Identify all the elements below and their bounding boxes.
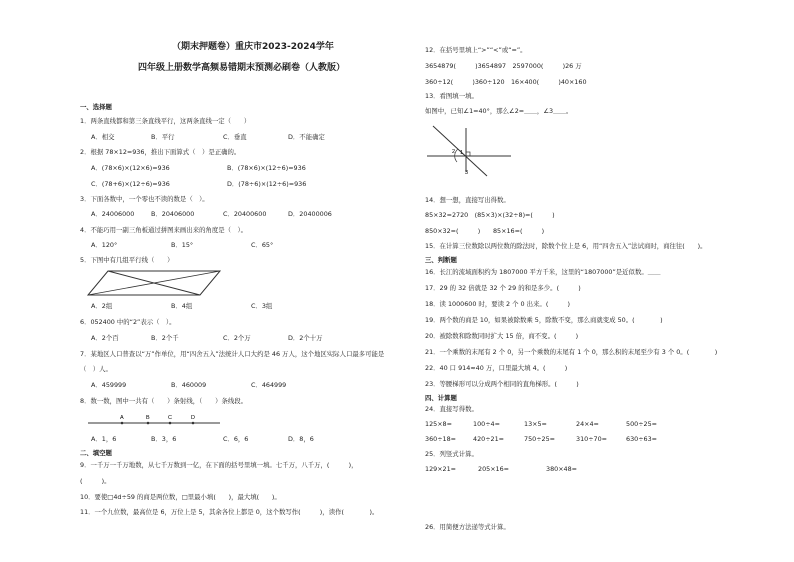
question-text: 11．一个九位数，最高位是 6，万位上是 5，其余各位上都是 0，这个数写作( )，读作( )。: [80, 508, 379, 516]
question-text: 360÷18=: [425, 435, 457, 443]
question-text: 3．下面各数中，一个零也不读的数是（ ）。: [80, 195, 209, 203]
question-text: 8．数一数，图中一共有（ ）条射线，（ ）条线段。: [80, 397, 248, 405]
question-text: A．1，6: [91, 435, 117, 443]
question-text: 85×32=2720 (85×3)×(32÷8)=( ): [425, 211, 555, 219]
question-text: C．65°: [251, 241, 274, 249]
question-text: C．6，6: [223, 435, 249, 443]
point-label-b: B: [146, 415, 150, 421]
question-text: 19．两个数的商是 10，如果被除数乘 5，除数不变，那么商就变成 50。( ): [425, 316, 663, 324]
question-text: D．20400006: [288, 210, 332, 218]
angle-label-3: 3: [465, 170, 469, 176]
question-text: B．15°: [171, 241, 194, 249]
question-text: 25．列竖式计算。: [425, 450, 478, 458]
question-text: （ ）人。: [80, 365, 112, 373]
question-text: 21．一个乘数的末尾有 2 个 0，另一个乘数的末尾有 1 个 0，那么积的末尾至少有 3 个 0。( ): [425, 348, 718, 356]
question-text: D．(78÷6)×(12÷6)=936: [227, 180, 307, 188]
question-text: 如图中，已知∠1=40°，那么∠2=＿＿，∠3＿＿。: [425, 107, 573, 115]
question-text: 310÷70=: [576, 435, 608, 443]
question-text: A．相交: [91, 133, 115, 141]
question-text: B．2个千: [151, 334, 179, 342]
question-text: D．不能确定: [288, 133, 325, 141]
question-text: A．459999: [91, 381, 127, 389]
point-label-c: C: [168, 415, 172, 421]
question-text: 100÷4=: [473, 420, 500, 428]
angle-label-1: 1: [460, 150, 464, 156]
question-text: 17．29 的 32 倍就是 32 个 29 的和是多少。( ): [425, 284, 581, 292]
point-label-d: D: [191, 415, 195, 421]
question-text: A．120°: [91, 241, 118, 249]
question-text: 129×21=: [425, 465, 457, 473]
question-text: C．(78+6)×(12÷6)=936: [91, 180, 170, 188]
question-text: B．3，6: [151, 435, 177, 443]
question-text: 500÷25=: [626, 420, 658, 428]
question-text: A．2个百: [91, 334, 119, 342]
question-text: 850×32=( ) 85×16=( ): [425, 227, 545, 235]
question-text: 13×5=: [524, 420, 547, 428]
question-text: 125×8=: [425, 420, 452, 428]
q5-parallelogram-figure: [88, 268, 223, 298]
question-text: 205×16=: [478, 465, 510, 473]
question-text: A．24006000: [91, 210, 135, 218]
question-text: 9．一千万一千万地数，从七千万数到一亿，在下面的括号里填一填。七千万，八千万，( )，: [80, 461, 358, 469]
question-text: 12．在括号里填上“>”“<”或“=”。: [425, 46, 527, 54]
question-text: 22．40 口 914≈40 万，口里最大填 4。( ): [425, 364, 568, 372]
question-text: 18．读 1000600 时，要读 2 个 0 出来。( ): [425, 300, 570, 308]
question-text: A．(78×6)×(12×6)=936: [91, 164, 170, 172]
question-text: C．2个万: [223, 334, 251, 342]
question-text: B．460009: [171, 381, 207, 389]
question-text: 10．要使□4d÷59 的商是两位数，□里最小填( )，最大填( )。: [80, 493, 281, 501]
question-text: 3654879( )3654897 2597000( )26 万: [425, 62, 582, 70]
question-text: 26．用简便方法递等式计算。: [425, 523, 510, 531]
question-text: B．20406000: [151, 210, 195, 218]
question-text: 20．被除数和除数同时扩大 15 倍，商不变。( ): [425, 332, 579, 340]
question-text: D．2个十万: [288, 334, 323, 342]
section-heading: 二、填空题: [80, 449, 112, 457]
question-text: 1．两条直线都和第三条直线平行，这两条直线一定（ ）: [80, 117, 251, 125]
question-text: 16．长江的流域面积约为 1807000 平方千米，这里的“1807000”是近似数。＿＿: [425, 268, 661, 276]
question-text: C．垂直: [223, 133, 247, 141]
question-text: C．464999: [251, 381, 287, 389]
question-text: 5．下图中有几组平行线（ ）: [80, 256, 174, 264]
question-text: D．8，6: [288, 435, 314, 443]
question-text: 4．不能巧用一副三角板通过拼图来画出来的角度是（ ）。: [80, 226, 248, 234]
question-text: C．3组: [251, 302, 273, 310]
section-heading: 一、选择题: [80, 103, 112, 111]
question-text: 15．在计算三位数除以两位数的除法时，除数个位上是 6，用“四舍五入”法试商时，商往往( )。: [425, 242, 707, 250]
question-text: 420÷21=: [473, 435, 505, 443]
q8-line-figure: [88, 413, 223, 427]
question-text: 630÷63=: [626, 435, 658, 443]
question-text: ( )。: [80, 477, 111, 485]
question-text: B．4组: [171, 302, 193, 310]
question-text: C．20400600: [223, 210, 267, 218]
question-text: 2．根据 78×12=936，推出下面算式（ ）是正确的。: [80, 148, 241, 156]
question-text: 750÷25=: [524, 435, 556, 443]
angle-label-2: 2: [452, 149, 456, 155]
exam-title-line2: 四年级上册数学高频易错期末预测必刷卷（人教版）: [138, 63, 346, 73]
question-text: B．平行: [151, 133, 175, 141]
q13-angle-figure: [427, 122, 512, 178]
question-text: 24．直接写得数。: [425, 405, 478, 413]
question-text: 360÷12( )360÷120 16×400( )40×160: [425, 78, 587, 86]
question-text: 6．052400 中的“2”表示（ ）。: [80, 318, 176, 326]
question-text: A．2组: [91, 302, 113, 310]
question-text: B．(78×6)×(12÷6)=936: [227, 164, 306, 172]
question-text: 380×48=: [546, 465, 578, 473]
exam-title-line1: （期末押题卷）重庆市2023-2024学年: [172, 42, 334, 52]
section-heading: 四、计算题: [425, 394, 457, 402]
question-text: 13．看图填一填。: [425, 92, 478, 100]
question-text: 7．某地区人口普查以“万”作单位，用“四舍五入”法统计人口大约是 46 万人，这个地区实际人口最多可能是: [80, 350, 385, 358]
question-text: 14．想一想，直接写出得数。: [425, 196, 510, 204]
question-text: 23．等腰梯形可以分成两个相同的直角梯形。( ): [425, 380, 579, 388]
point-label-a: A: [120, 415, 124, 421]
section-heading: 三、判断题: [425, 256, 457, 264]
question-text: 24×4=: [576, 420, 599, 428]
